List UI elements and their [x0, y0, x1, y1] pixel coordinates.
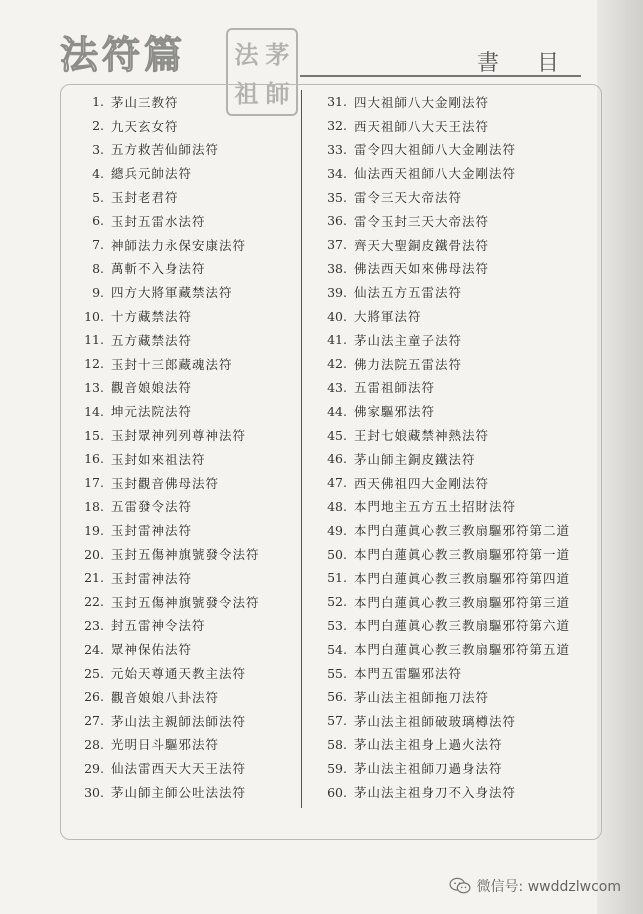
toc-entry-number: 39.	[327, 284, 347, 300]
toc-entry-title: 仙法雷西天大天王法符	[111, 761, 247, 777]
toc-entry-title: 玉封老君符	[111, 190, 179, 206]
toc-entry-number: 47.	[327, 475, 347, 491]
toc-entry	[70, 637, 296, 661]
toc-entry-title: 茅山師主師公吐法法符	[111, 785, 247, 800]
toc-entry-number: 30.	[84, 784, 104, 800]
toc-entry-number: 49.	[327, 522, 347, 538]
toc-entry-number: 41.	[327, 332, 347, 348]
toc-entry-number: 56.	[327, 689, 347, 705]
toc-entry-number: 25.	[84, 665, 104, 681]
toc-entry-title: 觀音娘娘八卦法符	[111, 689, 220, 705]
toc-column-left	[70, 90, 296, 804]
toc-entry	[313, 423, 593, 447]
toc-entry	[70, 328, 296, 352]
toc-entry-title: 西天祖師八大天王法符	[354, 118, 490, 134]
toc-entry	[70, 352, 296, 376]
toc-entry-number: 37.	[327, 237, 347, 253]
toc-entry-title: 玉封五傷神旗號發令法符	[111, 594, 260, 610]
page-edge	[597, 0, 643, 914]
toc-entry	[70, 423, 296, 447]
toc-entry-number: 42.	[327, 356, 347, 372]
toc-entry-number: 4.	[92, 165, 104, 181]
toc-entry-number: 16.	[84, 451, 104, 467]
toc-entry	[313, 614, 593, 638]
toc-entry-number: 54.	[327, 641, 347, 657]
toc-entry	[70, 304, 296, 328]
toc-entry	[313, 661, 593, 685]
toc-entry-number: 32.	[327, 118, 347, 134]
toc-entry-number: 58.	[327, 736, 347, 752]
toc-entry-title: 封五雷神令法符	[111, 618, 206, 634]
toc-entry	[70, 709, 296, 733]
toc-entry-title: 玉封眾神列列尊神法符	[111, 428, 247, 444]
toc-entry-title: 佛法西天如來佛母法符	[354, 261, 490, 277]
toc-entry-title: 十方藏禁法符	[111, 309, 193, 325]
toc-entry	[313, 257, 593, 281]
toc-entry	[313, 447, 593, 471]
toc-entry-title: 佛力法院五雷法符	[354, 356, 463, 372]
toc-entry	[70, 185, 296, 209]
toc-entry-number: 15.	[84, 427, 104, 443]
toc-entry	[70, 233, 296, 257]
toc-entry	[313, 471, 593, 495]
toc-entry	[70, 518, 296, 542]
toc-entry	[313, 328, 593, 352]
toc-entry-number: 46.	[327, 451, 347, 467]
toc-entry	[70, 90, 296, 114]
toc-entry-number: 28.	[84, 736, 104, 752]
toc-entry-title: 大將軍法符	[354, 309, 422, 325]
section-title: 法符篇	[60, 33, 187, 77]
toc-entry-title: 總兵元帥法符	[111, 166, 193, 182]
toc-entry-title: 雷令四大祖師八大金剛法符	[354, 142, 517, 158]
toc-entry-number: 52.	[327, 594, 347, 610]
toc-entry-title: 茅山師主銅皮鐵法符	[354, 451, 476, 467]
toc-entry	[313, 566, 593, 590]
toc-entry-title: 五雷祖師法符	[354, 380, 436, 396]
toc-entry	[70, 257, 296, 281]
toc-entry-title: 玉封如來祖法符	[111, 451, 206, 467]
toc-entry	[313, 756, 593, 780]
toc-entry-number: 35.	[327, 189, 347, 205]
toc-entry-number: 45.	[327, 427, 347, 443]
toc-entry-title: 四方大將軍藏禁法符	[111, 285, 233, 301]
toc-entry-title: 玉封五傷神旗號發令法符	[111, 547, 260, 563]
toc-entry-title: 萬斬不入身法符	[111, 261, 206, 277]
toc-entry	[70, 661, 296, 685]
toc-entry	[313, 495, 593, 519]
toc-entry-title: 玉封雷神法符	[111, 570, 193, 586]
toc-entry-number: 44.	[327, 403, 347, 419]
toc-entry	[313, 542, 593, 566]
toc-entry	[70, 399, 296, 423]
toc-entry	[70, 590, 296, 614]
toc-entry	[313, 399, 593, 423]
toc-entry	[70, 209, 296, 233]
toc-entry	[313, 780, 593, 804]
toc-entry-number: 26.	[84, 689, 104, 705]
toc-entry	[70, 376, 296, 400]
wechat-icon	[449, 877, 471, 895]
toc-entry-title: 四大祖師八大金剛法符	[354, 94, 490, 110]
watermark-text: 微信号: wwddzlwcom	[476, 879, 621, 895]
toc-entry-title: 本門白蓮眞心教三教扇驅邪符第六道	[354, 618, 571, 634]
toc-entry-number: 59.	[327, 760, 347, 776]
toc-entry-number: 5.	[92, 189, 104, 205]
toc-entry-title: 神師法力永保安康法符	[111, 237, 247, 253]
toc-entry-title: 觀音娘娘法符	[111, 380, 193, 396]
toc-entry-number: 24.	[84, 641, 104, 657]
toc-entry	[313, 733, 593, 757]
toc-entry-title: 本門白蓮眞心教三教扇驅邪符第三道	[354, 594, 571, 610]
toc-entry-number: 9.	[92, 284, 104, 300]
toc-entry-number: 40.	[327, 308, 347, 324]
toc-entry	[70, 471, 296, 495]
toc-entry-title: 本門五雷驅邪法符	[354, 666, 463, 682]
toc-entry-title: 齊天大聖銅皮鐵骨法符	[354, 237, 490, 253]
toc-entry	[313, 209, 593, 233]
toc-entry-title: 西天佛祖四大金剛法符	[354, 475, 490, 491]
toc-entry-title: 本門白蓮眞心教三教扇驅邪符第二道	[354, 523, 571, 539]
toc-entry	[70, 566, 296, 590]
toc-entry-number: 19.	[84, 522, 104, 538]
toc-entry-title: 本門白蓮眞心教三教扇驅邪符第一道	[354, 547, 571, 563]
toc-entry-title: 元始天尊通天教主法符	[111, 666, 247, 682]
toc-entry-title: 九天玄女符	[111, 118, 179, 134]
toc-entry	[70, 756, 296, 780]
column-divider	[301, 90, 302, 808]
toc-entry	[70, 733, 296, 757]
toc-entry-title: 佛家驅邪法符	[354, 404, 436, 420]
toc-entry	[70, 161, 296, 185]
toc-entry	[313, 304, 593, 328]
toc-entry	[313, 518, 593, 542]
catalog-label: 書目	[476, 51, 597, 76]
toc-entry-number: 57.	[327, 713, 347, 729]
toc-entry-number: 13.	[84, 379, 104, 395]
toc-entry-title: 坤元法院法符	[111, 404, 193, 420]
toc-entry-title: 玉封五雷水法符	[111, 213, 206, 229]
toc-entry-number: 18.	[84, 498, 104, 514]
toc-entry-title: 王封七娘藏禁神熱法符	[354, 428, 490, 444]
toc-entry-number: 38.	[327, 260, 347, 276]
toc-entry-number: 10.	[84, 308, 104, 324]
toc-entry-number: 36.	[327, 213, 347, 229]
toc-entry-title: 雷令三天大帝法符	[354, 190, 463, 206]
toc-entry-number: 53.	[327, 617, 347, 633]
toc-entry-number: 17.	[84, 475, 104, 491]
toc-entry-number: 23.	[84, 617, 104, 633]
toc-entry	[313, 233, 593, 257]
toc-entry	[313, 114, 593, 138]
toc-entry-number: 2.	[92, 118, 104, 134]
toc-entry-number: 60.	[327, 784, 347, 800]
seal-char: 茅	[265, 40, 290, 69]
toc-entry	[313, 161, 593, 185]
toc-entry-number: 50.	[327, 546, 347, 562]
toc-entry-number: 12.	[84, 356, 104, 372]
toc-entry	[313, 685, 593, 709]
toc-entry	[313, 376, 593, 400]
toc-entry-title: 光明日斗驅邪法符	[111, 737, 220, 753]
toc-entry	[313, 185, 593, 209]
toc-entry-number: 51.	[327, 570, 347, 586]
toc-entry-title: 玉封觀音佛母法符	[111, 475, 220, 491]
toc-entry-number: 48.	[327, 498, 347, 514]
toc-entry-title: 五方救苦仙師法符	[111, 142, 220, 158]
toc-entry	[313, 280, 593, 304]
toc-entry	[70, 780, 296, 804]
toc-entry-number: 33.	[327, 141, 347, 157]
toc-entry-title: 玉封雷神法符	[111, 523, 193, 539]
toc-entry	[70, 495, 296, 519]
toc-entry	[313, 637, 593, 661]
toc-entry-title: 茅山法主祖身刀不入身法符	[354, 785, 517, 800]
seal-char: 祖	[234, 79, 259, 108]
toc-entry-number: 6.	[92, 213, 104, 229]
header-rule	[300, 75, 581, 77]
toc-entry-number: 3.	[92, 141, 104, 157]
toc-entry	[70, 685, 296, 709]
toc-entry-title: 玉封十三郎藏魂法符	[111, 356, 233, 372]
toc-entry-title: 本門地主五方五土招財法符	[354, 499, 517, 515]
toc-entry-title: 茅山法主祖身上過火法符	[354, 737, 503, 753]
toc-column-right	[313, 90, 593, 804]
toc-entry	[70, 280, 296, 304]
toc-entry-number: 55.	[327, 665, 347, 681]
toc-entry	[70, 447, 296, 471]
toc-entry-number: 43.	[327, 379, 347, 395]
toc-entry	[313, 90, 593, 114]
seal-char: 師	[265, 79, 290, 108]
toc-entry	[70, 138, 296, 162]
toc-entry-title: 茅山法主祖師拖刀法符	[354, 689, 490, 705]
toc-entry	[313, 709, 593, 733]
toc-entry-title: 茅山法主親師法師法符	[111, 713, 247, 729]
toc-entry-number: 14.	[84, 403, 104, 419]
toc-entry-title: 本門白蓮眞心教三教扇驅邪符第五道	[354, 642, 571, 658]
toc-entry-title: 仙法西天祖師八大金剛法符	[354, 166, 517, 182]
toc-entry	[313, 138, 593, 162]
toc-entry-number: 1.	[92, 94, 104, 110]
toc-entry-number: 21.	[84, 570, 104, 586]
toc-entry-title: 五雷發令法符	[111, 499, 193, 515]
toc-entry-title: 茅山三教符	[111, 94, 179, 110]
toc-entry-number: 20.	[84, 546, 104, 562]
toc-entry-title: 五方藏禁法符	[111, 332, 193, 348]
toc-entry-title: 茅山法主祖師刀過身法符	[354, 761, 503, 777]
toc-entry	[313, 590, 593, 614]
toc-entry-number: 27.	[84, 713, 104, 729]
toc-entry	[70, 114, 296, 138]
toc-entry-number: 11.	[84, 332, 104, 348]
toc-entry-number: 7.	[92, 237, 104, 253]
toc-entry	[70, 542, 296, 566]
toc-entry-number: 29.	[84, 760, 104, 776]
toc-entry	[313, 352, 593, 376]
toc-entry-title: 茅山法主童子法符	[354, 332, 463, 348]
watermark	[449, 876, 621, 896]
toc-entry-title: 本門白蓮眞心教三教扇驅邪符第四道	[354, 570, 571, 586]
toc-entry-title: 眾神保佑法符	[111, 642, 193, 658]
seal-char: 法	[234, 40, 259, 69]
toc-entry-number: 34.	[327, 165, 347, 181]
toc-entry-title: 茅山法主祖師破玻璃樽法符	[354, 713, 517, 729]
toc-entry-title: 雷令玉封三天大帝法符	[354, 213, 490, 229]
toc-entry-title: 仙法五方五雷法符	[354, 285, 463, 301]
toc-entry	[70, 614, 296, 638]
toc-entry-number: 31.	[327, 94, 347, 110]
toc-entry-number: 22.	[84, 594, 104, 610]
toc-entry-number: 8.	[92, 260, 104, 276]
